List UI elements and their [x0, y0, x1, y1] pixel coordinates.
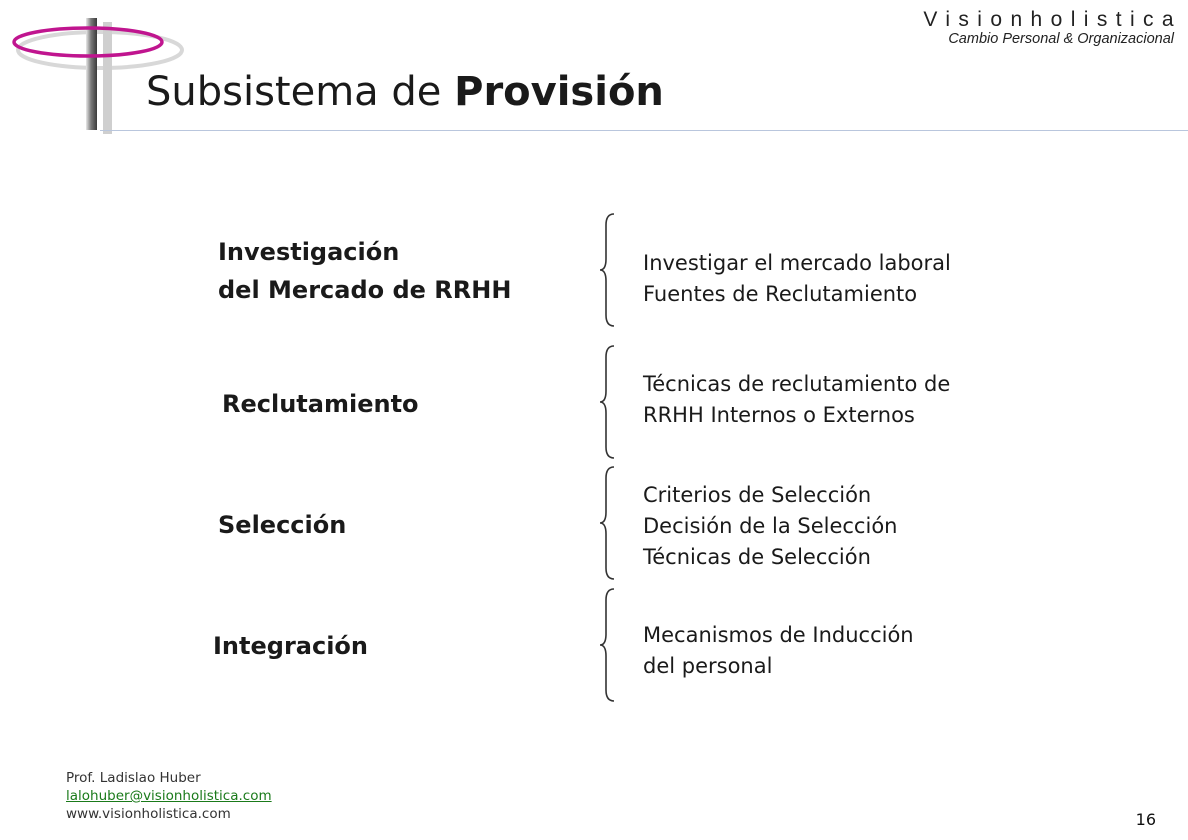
section-label-reclutamiento: [222, 385, 419, 423]
section-items-reclutamiento: [643, 369, 950, 431]
section-label-seleccion: [218, 506, 346, 544]
list-item: Mecanismos de Inducción: [643, 623, 914, 647]
section-items-seleccion: [643, 480, 897, 573]
title-prefix: Subsistema de: [146, 69, 455, 115]
website-text: www.visionholistica.com: [66, 806, 231, 822]
footer: [66, 769, 272, 823]
section-items-investigacion: [643, 248, 951, 310]
email-link[interactable]: lalohuber@visionholistica.com: [66, 788, 272, 804]
page-title: [146, 69, 664, 115]
title-bold: Provisión: [454, 69, 664, 115]
list-item: Investigar el mercado laboral: [643, 251, 951, 275]
list-item: Decisión de la Selección: [643, 514, 898, 538]
section-label-line: Investigación: [218, 238, 400, 266]
list-item: RRHH Internos o Externos: [643, 403, 915, 427]
brand-header: [923, 8, 1182, 48]
page-number: 16: [1135, 810, 1156, 829]
list-item: Fuentes de Reclutamiento: [643, 282, 918, 306]
brand-tagline: Cambio Personal & Organizacional: [948, 31, 1174, 48]
curly-brace-icon: [598, 588, 620, 702]
curly-brace-icon: [598, 213, 620, 327]
brand-name: Visionholistica: [923, 8, 1182, 31]
list-item: Criterios de Selección: [643, 483, 872, 507]
section-label-investigacion: [218, 233, 511, 309]
list-item: Técnicas de Selección: [643, 545, 871, 569]
section-items-integracion: [643, 620, 914, 682]
curly-brace-icon: [598, 345, 620, 459]
section-label-line: Integración: [213, 632, 369, 660]
list-item: del personal: [643, 654, 773, 678]
section-label-line: del Mercado de RRHH: [218, 276, 512, 304]
author-name: Prof. Ladislao Huber: [66, 770, 201, 786]
section-label-line: Selección: [218, 511, 347, 539]
list-item: Técnicas de reclutamiento de: [643, 372, 951, 396]
section-label-integracion: [213, 627, 368, 665]
header-rule: [100, 130, 1188, 131]
curly-brace-icon: [598, 466, 620, 580]
section-label-line: Reclutamiento: [222, 390, 419, 418]
